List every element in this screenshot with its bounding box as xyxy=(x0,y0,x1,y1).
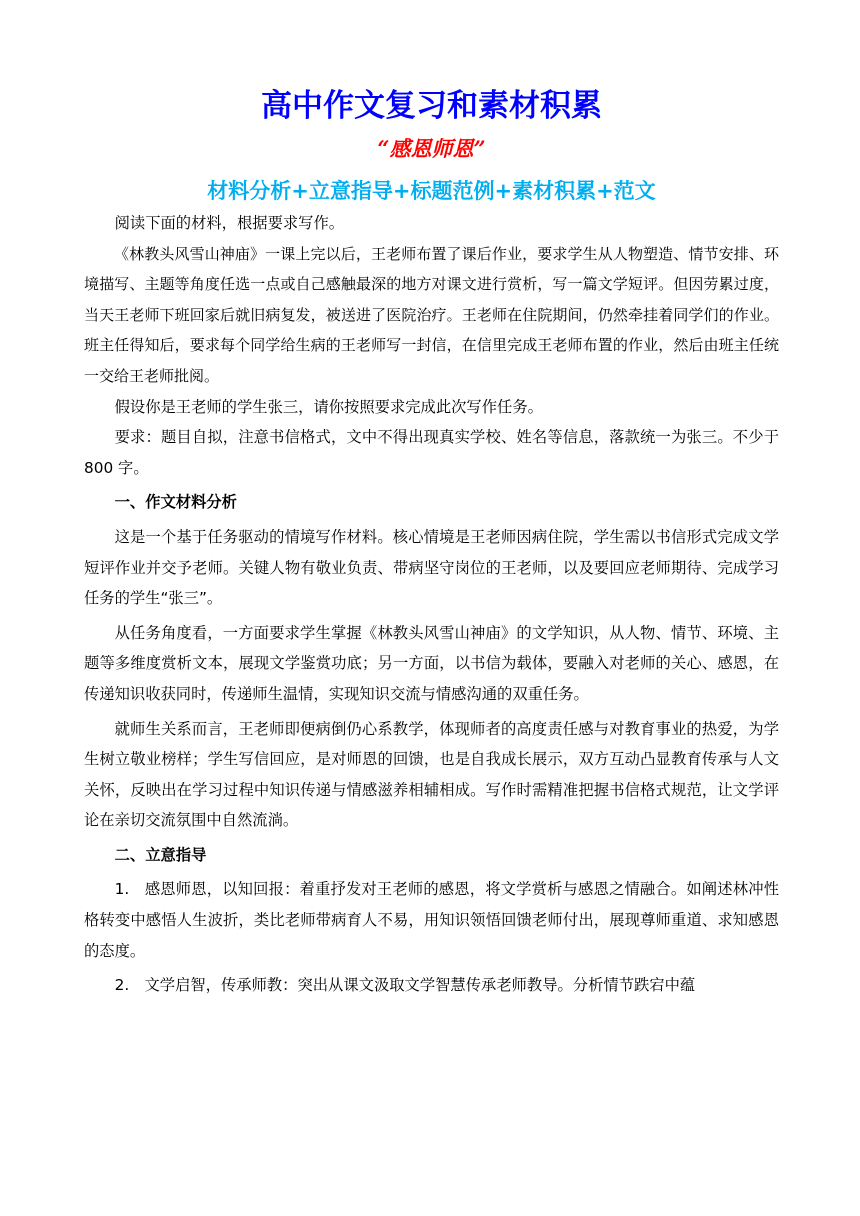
guidance-item-2: 2. 文学启智，传承师教：突出从课文汲取文学智慧传承老师教导。分析情节跌宕中蕴 xyxy=(114,976,696,995)
document-title: 高中作文复习和素材积累 xyxy=(261,88,602,124)
guidance-item-1: 1. 感恩师恩，以知回报：着重抒发对王老师的感恩，将文学赏析与感恩之情融合。如阐述林冲性格转变中感悟人生波折，类比老师带病育人不易，用知识领悟回馈老师付出，展现尊师重道、求知感恩的态度。 xyxy=(84,880,779,960)
document-page xyxy=(84,84,779,1001)
analysis-paragraph-3: 就师生关系而言，王老师即便病倒仍心系教学，体现师者的高度责任感与对教育事业的热爱，为学生树立敬业榜样；学生写信回应，是对师恩的回馈，也是自我成长展示，双方互动凸显教育传承与人文关怀，反映出在学习过程中知识传递与情感滋养相辅相成。写作时需精准把握书信格式规范，让文学评论在亲切交流氛围中自然流淌。 xyxy=(84,719,779,830)
section-heading-analysis: 一、作文材料分析 xyxy=(114,493,237,512)
task-paragraph: 假设你是王老师的学生张三，请你按照要求完成此次写作任务。 xyxy=(114,397,543,416)
requirement-paragraph: 要求：题目自拟，注意书信格式，文中不得出现真实学校、姓名等信息，落款统一为张三。不少于 800 字。 xyxy=(84,428,779,477)
document-subtitle: “感恩师恩” xyxy=(377,136,486,161)
analysis-paragraph-2: 从任务角度看，一方面要求学生掌握《林教头风雪山神庙》的文学知识，从人物、情节、环境、主题等多维度赏析文本，展现文学鉴赏功底；另一方面，以书信为载体，要融入对老师的关心、感恩，在传递知识收获同时，传递师生温情，实现知识交流与情感沟通的双重任务。 xyxy=(84,623,779,703)
intro-paragraph: 阅读下面的材料，根据要求写作。 xyxy=(114,214,345,232)
material-paragraph: 《林教头风雪山神庙》一课上完以后，王老师布置了课后作业，要求学生从人物塑造、情节安排、环境描写、主题等角度任选一点或自己感触最深的地方对课文进行赏析，写一篇文学短评。但因劳累过度，当天王老师下班回家后就旧病复发，被送进了医院治疗。王老师在住院期间，仍然牵挂着同学们的作业。班主任得知后，要求每个同学给生病的王老师写一封信，在信里完成王老师布置的作业，然后由班主任统一交给王老师批阅。 xyxy=(84,244,779,385)
section-heading-guidance: 二、立意指导 xyxy=(114,845,207,864)
document-contents-line: 材料分析+立意指导+标题范例+素材积累+范文 xyxy=(207,179,656,203)
analysis-paragraph-1: 这是一个基于任务驱动的情境写作材料。核心情境是王老师因病住院，学生需以书信形式完成文学短评作业并交予老师。关键人物有敬业负责、带病坚守岗位的王老师，以及要回应老师期待、完成学习任务的学生“张三”。 xyxy=(84,527,779,608)
